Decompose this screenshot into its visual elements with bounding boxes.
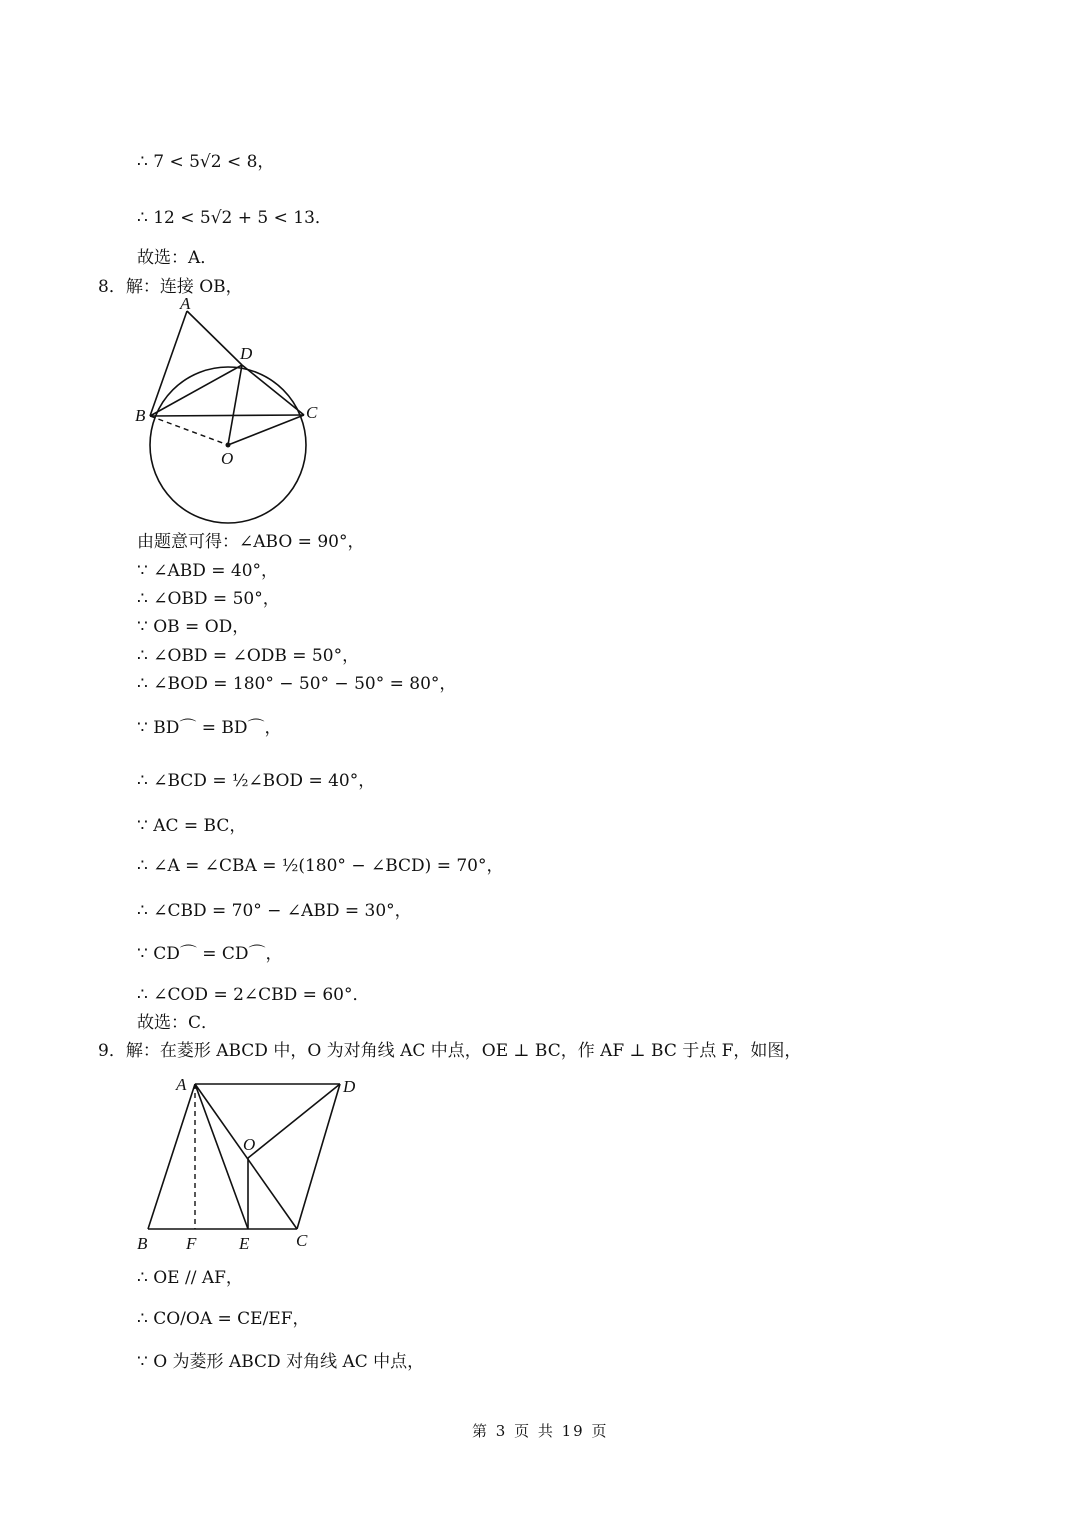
q8-step-2: ∵ ∠ABD = 40°， bbox=[137, 561, 279, 581]
q8-seg-BC bbox=[150, 415, 304, 416]
q8-label-C: C bbox=[306, 403, 318, 422]
q8-step-6: ∴ ∠BOD = 180° − 50° − 50° = 80°， bbox=[137, 674, 457, 694]
q8-label-D: D bbox=[240, 344, 253, 363]
q9-step-2: ∴ CO/OA = CE/EF， bbox=[137, 1309, 310, 1329]
q9-label-B: B bbox=[137, 1234, 148, 1253]
q9-seg-AB bbox=[148, 1084, 195, 1229]
q9-step-3: ∵ O 为菱形 ABCD 对角线 AC 中点， bbox=[137, 1352, 425, 1372]
q9-label-F: F bbox=[186, 1234, 197, 1253]
q8-answer: 故选：C． bbox=[137, 1013, 219, 1033]
q7-answer: 故选：A． bbox=[137, 248, 218, 268]
q8-header: 8．解：连接 OB， bbox=[98, 277, 243, 297]
q8-seg-AD bbox=[187, 311, 242, 365]
q9-label-D: D bbox=[343, 1077, 356, 1096]
q9-seg-OD bbox=[248, 1084, 340, 1158]
q9-figure bbox=[130, 1068, 370, 1253]
q8-label-B: B bbox=[135, 406, 146, 425]
q8-seg-BO-dashed bbox=[150, 416, 228, 445]
q8-step-3: ∴ ∠OBD = 50°， bbox=[137, 589, 280, 609]
q9-header: 9．解：在菱形 ABCD 中，O 为对角线 AC 中点，OE ⊥ BC，作 AF ⊥ BC 于点 F，如图， bbox=[98, 1041, 802, 1061]
q9-label-A: A bbox=[176, 1075, 187, 1094]
q8-step-1: 由题意可得：∠ABO = 90°， bbox=[137, 532, 365, 552]
q9-seg-AE bbox=[195, 1084, 248, 1229]
q8-step-13: ∴ ∠COD = 2∠CBD = 60°． bbox=[137, 985, 370, 1005]
page-number: 第 3 页 共 19 页 bbox=[472, 1422, 609, 1440]
q8-seg-BD bbox=[150, 365, 242, 416]
q8-step-4: ∵ OB = OD， bbox=[137, 617, 250, 637]
q8-step-9: ∵ AC = BC， bbox=[137, 816, 247, 836]
q9-label-O: O bbox=[243, 1135, 256, 1154]
q8-center-dot bbox=[226, 443, 231, 448]
q8-step-12: ∵ CD⌒ = CD⌒， bbox=[137, 944, 283, 964]
q7-line-2: ∴ 12 < 5√2 + 5 < 13． bbox=[137, 208, 332, 228]
q9-label-C: C bbox=[296, 1231, 308, 1250]
q8-step-10: ∴ ∠A = ∠CBA = ½(180° − ∠BCD) = 70°， bbox=[137, 856, 504, 876]
q8-step-5: ∴ ∠OBD = ∠ODB = 50°， bbox=[137, 646, 360, 666]
q9-step-1: ∴ OE // AF， bbox=[137, 1268, 243, 1288]
q8-label-A: A bbox=[180, 298, 191, 313]
q9-label-E: E bbox=[239, 1234, 250, 1253]
q8-step-11: ∴ ∠CBD = 70° − ∠ABD = 30°， bbox=[137, 901, 412, 921]
q8-seg-CO bbox=[228, 415, 304, 445]
q8-seg-DO bbox=[228, 365, 242, 445]
q8-label-O: O bbox=[221, 449, 234, 468]
q8-step-8: ∴ ∠BCD = ½∠BOD = 40°， bbox=[137, 771, 376, 791]
q8-step-7: ∵ BD⌒ = BD⌒， bbox=[137, 718, 282, 738]
q9-seg-CD bbox=[297, 1084, 340, 1229]
q8-seg-AC bbox=[242, 365, 304, 415]
q8-seg-AB bbox=[150, 311, 187, 416]
q8-figure bbox=[130, 298, 330, 533]
q7-line-1: ∴ 7 < 5√2 < 8， bbox=[137, 152, 275, 172]
q9-seg-AC bbox=[195, 1084, 297, 1229]
